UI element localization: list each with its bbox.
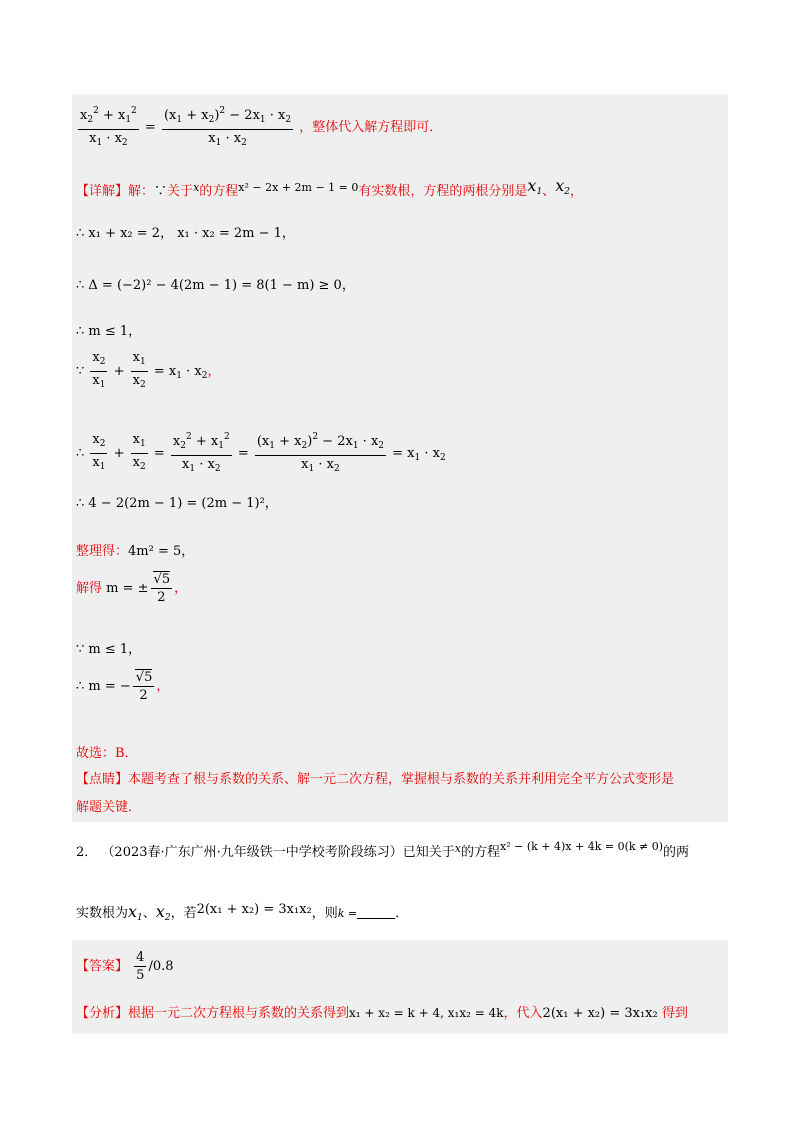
detail-tag: 【详解】	[76, 184, 129, 199]
analysis-line	[76, 1002, 688, 1021]
question-text-c: 的两	[663, 845, 690, 860]
step-9: ∵ m ≤ 1，	[76, 642, 142, 657]
question-number: 2．	[76, 845, 98, 860]
detail-sep: 、	[542, 184, 556, 199]
comment-line-1	[76, 768, 674, 787]
answer-line	[76, 950, 174, 983]
question-source: （2023春·广东广州·九年级铁一中学校考阶段练习）已知关于	[101, 845, 455, 860]
answer-tag: 【答案】	[76, 959, 129, 974]
detail-text-b: 关于	[167, 184, 194, 199]
analysis-text-a: 根据一元二次方程根与系数的关系得到	[128, 1006, 350, 1021]
step-8: 解得 m = ± $\frac{√5}{2}$ ，	[76, 572, 188, 605]
question-2-line-2: 实数根为$x_1$、$x_2$，若2(x₁ + x₂) = 3x₁x₂，则k = ．	[76, 902, 409, 923]
analysis-text-c: 得到	[661, 1006, 688, 1021]
question-end: ．	[395, 906, 409, 921]
step-3: ∴ m ≤ 1，	[76, 324, 142, 339]
analysis-eq-2: 2(x₁ + x₂) = 3x₁x₂	[542, 1006, 658, 1021]
comment-line-2: 解题关键．	[76, 800, 142, 815]
detail-text-c: 的方程	[199, 184, 239, 199]
question-var: x	[454, 842, 461, 855]
comment-text-1: 本题考查了根与系数的关系、解一元二次方程，掌握根与系数的关系并利用完全平方公式变形是	[128, 772, 675, 787]
step-5: ∴ $\frac{x_2}{x_1}$ + $\frac{x_1}{x_2}$ = $\frac{x_2^2 + x_1^2}{x_1 \cdot x_2}$ = $\frac{(x_1 + x_2)^2 - 2x_1 \cdot x_2}{x_1 \cdot x_2}$ = $x_1 \cdot x_2$	[76, 432, 446, 474]
question-text-if: ，若	[170, 906, 197, 921]
analysis-tag: 【分析】	[76, 1006, 129, 1021]
step-4: ∵ $\frac{x_2}{x_1}$ + $\frac{x_1}{x_2}$ = $x_1 \cdot x_2$，	[76, 350, 221, 390]
question-condition: 2(x₁ + x₂) = 3x₁x₂	[196, 902, 312, 917]
step-8-label: 解得	[76, 581, 103, 596]
question-text-then: ，则	[311, 906, 338, 921]
answer-blank	[357, 906, 395, 919]
answer-choice: 故选：B．	[76, 746, 138, 761]
question-2-line-1	[76, 840, 689, 860]
question-text-roots: 实数根为	[76, 906, 129, 921]
step-1: ∴ x₁ + x₂ = 2， x₁ · x₂ = 2m − 1，	[76, 226, 295, 241]
detail-equation: x² − 2x + 2m − 1 = 0	[238, 181, 359, 194]
intro-equation: $\frac{x_2^2 + x_1^2}{x_1 \cdot x_2}$ = $\frac{(x_1 + x_2)^2 - 2x_1 \cdot x_2}{x_1 \cdot x_2}$ ，整体代入解方程即可．	[80, 106, 443, 148]
step-10: ∴ m = − $\frac{√5}{2}$ ，	[76, 670, 170, 703]
intro-tail: ，整体代入解方程即可．	[299, 120, 443, 135]
question-sep: 、	[142, 906, 156, 921]
question-k: k =	[337, 907, 358, 920]
step-2: ∴ Δ = (−2)² − 4(2m − 1) = 8(1 − m) ≥ 0，	[76, 278, 355, 293]
step-7	[76, 540, 194, 559]
answer-alt: /0.8	[148, 959, 174, 974]
detail-end: ，	[569, 184, 583, 199]
step-7-eq: 4m² = 5，	[128, 544, 195, 559]
question-text-b: 的方程	[461, 845, 501, 860]
comment-tag: 【点睛】	[76, 772, 129, 787]
step-7-label: 整理得：	[76, 544, 129, 559]
detail-line: 【详解】解：∵关于$^x$的方程$^{x^2 - 2x + 2m - 1 = 0}$有实数根，方程的两根分别是$x_1$、$x_2$，	[76, 176, 583, 199]
detail-text-d: 有实数根，方程的两根分别是	[358, 184, 528, 199]
answer-fraction: $\frac{4}{5}$	[136, 950, 145, 983]
question-equation: x² − (k + 4)x + 4k = 0(k ≠ 0)	[500, 840, 664, 853]
analysis-eq-1: x₁ + x₂ = k + 4, x₁x₂ = 4k	[349, 1006, 504, 1020]
analysis-text-b: ，代入	[503, 1006, 543, 1021]
step-6: ∴ 4 − 2(2m − 1) = (2m − 1)²，	[76, 496, 278, 511]
detail-text: 解：	[128, 184, 155, 199]
